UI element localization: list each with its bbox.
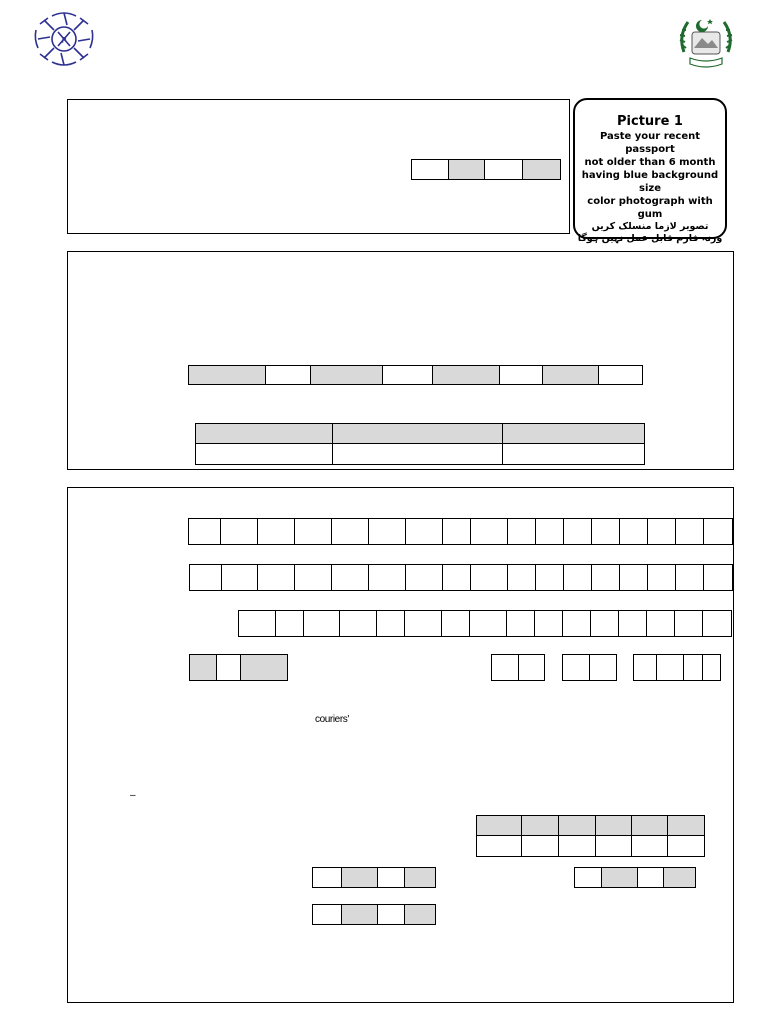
date-cell[interactable] (683, 654, 703, 681)
table-header-cell (521, 815, 559, 836)
char-cell[interactable] (303, 610, 340, 637)
date-cell[interactable] (633, 654, 657, 681)
char-cell[interactable] (221, 564, 258, 591)
option-cell[interactable] (637, 867, 664, 888)
table-header-cell (667, 815, 705, 836)
academic-input-cells (188, 365, 643, 385)
char-cell[interactable] (563, 518, 592, 545)
option-cell[interactable] (663, 867, 696, 888)
academic-cell[interactable] (598, 365, 643, 385)
institution-logo-left (30, 8, 98, 70)
char-cell[interactable] (257, 564, 295, 591)
char-cell[interactable] (675, 518, 704, 545)
government-crest-logo (672, 12, 740, 74)
char-cell[interactable] (591, 564, 620, 591)
photo-instruction: color photograph with gum (587, 196, 713, 220)
char-cell[interactable] (368, 518, 406, 545)
academic-cell[interactable] (432, 365, 500, 385)
option-cells (312, 867, 436, 888)
gender-cell[interactable] (189, 654, 217, 681)
char-cell[interactable] (703, 564, 733, 591)
photo-instruction: Paste your recent passport (599, 131, 701, 155)
char-cell[interactable] (470, 564, 508, 591)
photo-instruction: not older than 6 month (584, 157, 716, 168)
option-cell[interactable] (341, 904, 378, 925)
option-cell[interactable] (341, 867, 378, 888)
option-cells (574, 867, 696, 888)
dob-year-cells (633, 654, 721, 681)
table-header-cell (332, 423, 503, 444)
table-header-cell (631, 815, 668, 836)
char-cell[interactable] (376, 610, 405, 637)
char-cell[interactable] (647, 564, 676, 591)
char-cell[interactable] (618, 610, 647, 637)
cnic-input-cells (238, 610, 725, 637)
char-cell[interactable] (339, 610, 377, 637)
code-cell[interactable] (484, 159, 523, 180)
char-cell[interactable] (238, 610, 276, 637)
date-cell[interactable] (518, 654, 545, 681)
academic-cell[interactable] (499, 365, 543, 385)
char-cell[interactable] (220, 518, 258, 545)
char-cell[interactable] (702, 610, 732, 637)
option-cell[interactable] (377, 904, 405, 925)
char-cell[interactable] (590, 610, 619, 637)
academic-table (195, 423, 645, 465)
code-cell[interactable] (411, 159, 449, 180)
table-cell[interactable] (195, 443, 333, 465)
char-cell[interactable] (562, 610, 591, 637)
char-cell[interactable] (534, 610, 563, 637)
char-cell[interactable] (703, 518, 733, 545)
date-cell[interactable] (656, 654, 684, 681)
name-input-cells (188, 518, 725, 545)
char-cell[interactable] (674, 610, 703, 637)
photo-instruction: having blue background size (581, 170, 719, 194)
code-cell[interactable] (522, 159, 561, 180)
table-cell[interactable] (332, 443, 503, 465)
char-cell[interactable] (294, 564, 332, 591)
date-cell[interactable] (589, 654, 617, 681)
code-input-cells (411, 159, 561, 180)
dash-mark: – (130, 790, 136, 801)
gender-cells (189, 654, 288, 681)
dob-day-cells (491, 654, 545, 681)
char-cell[interactable] (331, 518, 369, 545)
char-cell[interactable] (275, 610, 304, 637)
gender-cell[interactable] (240, 654, 288, 681)
char-cell[interactable] (442, 518, 471, 545)
char-cell[interactable] (535, 564, 564, 591)
table-header-cell (195, 423, 333, 444)
char-cell[interactable] (507, 564, 536, 591)
char-cell[interactable] (619, 518, 648, 545)
char-cell[interactable] (405, 518, 443, 545)
char-cell[interactable] (506, 610, 535, 637)
char-cell[interactable] (188, 518, 221, 545)
option-cell[interactable] (574, 867, 602, 888)
char-cell[interactable] (189, 564, 222, 591)
char-cell[interactable] (470, 518, 508, 545)
academic-cell[interactable] (188, 365, 266, 385)
char-cell[interactable] (619, 564, 648, 591)
father-name-input-cells (189, 564, 725, 591)
option-cell[interactable] (377, 867, 405, 888)
svg-text:P: P (61, 36, 67, 45)
photo-instruction-urdu: تصویر لازما منسلک کریں (591, 221, 709, 232)
char-cell[interactable] (368, 564, 406, 591)
char-cell[interactable] (646, 610, 675, 637)
option-cell[interactable] (312, 904, 342, 925)
table-cell[interactable] (631, 835, 668, 857)
photo-title: Picture 1 (617, 114, 683, 129)
table-header-cell (595, 815, 632, 836)
char-cell[interactable] (563, 564, 592, 591)
photo-instruction-urdu: ورنہ فارم قابل عمل نہیں ہوگا (577, 233, 723, 244)
option-cell[interactable] (601, 867, 638, 888)
table-header-cell (476, 815, 522, 836)
table-cell[interactable] (476, 835, 522, 857)
date-cell[interactable] (702, 654, 721, 681)
char-cell[interactable] (404, 610, 442, 637)
couriers-text: couriers' (315, 714, 349, 725)
char-cell[interactable] (331, 564, 369, 591)
table-cell[interactable] (521, 835, 559, 857)
char-cell[interactable] (405, 564, 443, 591)
option-cells (312, 904, 436, 925)
char-cell[interactable] (294, 518, 332, 545)
details-table (476, 815, 705, 857)
table-cell[interactable] (667, 835, 705, 857)
academic-cell[interactable] (265, 365, 311, 385)
academic-cell[interactable] (542, 365, 599, 385)
char-cell[interactable] (441, 610, 470, 637)
academic-cell[interactable] (310, 365, 383, 385)
option-cell[interactable] (404, 867, 436, 888)
option-cell[interactable] (312, 867, 342, 888)
photo-placeholder[interactable] (573, 98, 727, 244)
academic-cell[interactable] (382, 365, 433, 385)
char-cell[interactable] (675, 564, 704, 591)
char-cell[interactable] (535, 518, 564, 545)
dob-month-cells (562, 654, 617, 681)
date-cell[interactable] (562, 654, 590, 681)
gender-cell[interactable] (216, 654, 241, 681)
date-cell[interactable] (491, 654, 519, 681)
table-cell[interactable] (595, 835, 632, 857)
table-header-cell (558, 815, 596, 836)
char-cell[interactable] (469, 610, 507, 637)
char-cell[interactable] (507, 518, 536, 545)
table-cell[interactable] (558, 835, 596, 857)
option-cell[interactable] (404, 904, 436, 925)
char-cell[interactable] (257, 518, 295, 545)
code-cell[interactable] (448, 159, 485, 180)
char-cell[interactable] (591, 518, 620, 545)
char-cell[interactable] (442, 564, 471, 591)
char-cell[interactable] (647, 518, 676, 545)
table-cell[interactable] (502, 443, 645, 465)
table-header-cell (502, 423, 645, 444)
